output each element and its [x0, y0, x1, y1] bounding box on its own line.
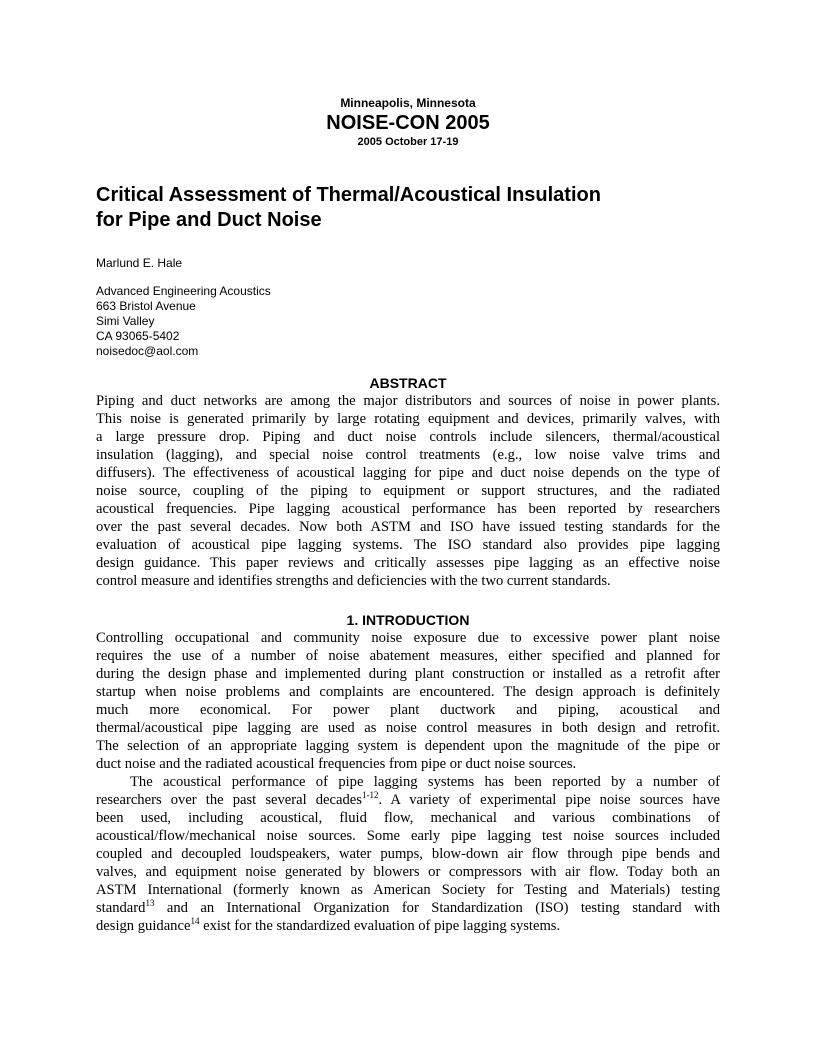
author-name: Marlund E. Hale: [96, 256, 183, 270]
intro-line: ASTM International (formerly known as American Society for Testing and Materials) testing: [96, 882, 720, 898]
intro-line: duct noise and the radiated acoustical frequencies from pipe or duct noise sources.: [96, 756, 577, 772]
paper-title-line: for Pipe and Duct Noise: [96, 209, 322, 231]
abstract-line: over the past several decades. Now both ASTM and ISO have issued testing standards for the: [96, 519, 720, 535]
intro-line: The acoustical performance of pipe lagging systems has been reported by a number of: [130, 774, 720, 790]
introduction-text: [96, 629, 720, 935]
citation-superscript: 13: [145, 898, 155, 909]
intro-text: . A variety of experimental pipe noise sources have: [378, 792, 720, 808]
intro-line: been used, including acoustical, fluid flow, mechanical and various combinations of: [96, 810, 720, 826]
affiliation-street: 663 Bristol Avenue: [96, 299, 196, 313]
intro-text: researchers over the past several decades: [96, 792, 362, 808]
abstract-line: control measure and identifies strengths and deficiencies with the two current standards.: [96, 573, 611, 589]
abstract-line: Piping and duct networks are among the major distributors and sources of noise in power plants.: [96, 393, 720, 409]
intro-line: requires the use of a number of noise abatement measures, either specified and planned for: [96, 648, 720, 664]
abstract-line: a large pressure drop. Piping and duct noise controls include silencers, thermal/acoustical: [96, 429, 720, 445]
abstract-line: insulation (lagging), and special noise control treatments (e.g., low noise valve trims and: [96, 447, 720, 463]
abstract-text: [96, 392, 720, 590]
citation-superscript: 14: [190, 916, 200, 927]
introduction-heading: 1. INTRODUCTION: [346, 612, 470, 628]
intro-line: acoustical/flow/mechanical noise sources. Some early pipe lagging test noise sources included: [96, 828, 720, 844]
intro-line: thermal/acoustical pipe lagging are used as noise control measures in both design and retrofit.: [96, 720, 720, 736]
intro-line: coupled and decoupled loudspeakers, water pumps, blow-down air flow through pipe bends and: [96, 846, 720, 862]
abstract-heading: ABSTRACT: [369, 375, 447, 391]
intro-line: valves, and equipment noise generated by blowers or compressors with air flow. Today both an: [96, 864, 720, 880]
affiliation-city: Simi Valley: [96, 314, 155, 328]
intro-text: exist for the standardized evaluation of pipe lagging systems.: [199, 918, 561, 934]
affiliation-organization: Advanced Engineering Acoustics: [96, 284, 271, 298]
intro-line: [96, 791, 720, 809]
abstract-line: noise source, coupling of the piping to equipment or support structures, and the radiated: [96, 483, 720, 499]
paper-title: [96, 183, 736, 233]
abstract-line: acoustical frequencies. Pipe lagging acoustical performance has been reported by researchers: [96, 501, 720, 517]
intro-line: during the design phase and implemented during plant construction or installed as a retrofit after: [96, 666, 720, 682]
intro-text: and an International Organization for Standardization (ISO) testing standard with: [154, 900, 720, 916]
author-affiliation: [96, 284, 271, 359]
conference-date: 2005 October 17-19: [357, 136, 459, 148]
abstract-line: This noise is generated primarily by large rotating equipment and devices, primarily valves, with: [96, 411, 720, 427]
conference-name: NOISE-CON 2005: [326, 112, 490, 134]
abstract-line: design guidance. This paper reviews and critically assesses pipe lagging as an effective noise: [96, 555, 720, 571]
citation-superscript: 1-12: [361, 790, 379, 801]
intro-line: [96, 899, 720, 917]
affiliation-email: noisedoc@aol.com: [96, 344, 199, 358]
intro-text: standard: [96, 900, 146, 916]
conference-location: Minneapolis, Minnesota: [340, 96, 476, 110]
abstract-line: evaluation of acoustical pipe lagging systems. The ISO standard also provides pipe lagging: [96, 537, 720, 553]
intro-line: Controlling occupational and community noise exposure due to excessive power plant noise: [96, 630, 720, 646]
intro-line: startup when noise problems and complaints are encountered. The design approach is definitely: [96, 684, 720, 700]
intro-line: The selection of an appropriate lagging system is dependent upon the magnitude of the pipe or: [96, 738, 720, 754]
affiliation-state-zip: CA 93065-5402: [96, 329, 180, 343]
paper-title-line: Critical Assessment of Thermal/Acoustical Insulation: [96, 184, 601, 206]
intro-text: design guidance: [96, 918, 191, 934]
intro-line: [96, 917, 720, 935]
intro-line: much more economical. For power plant ductwork and piping, acoustical and: [96, 702, 720, 718]
abstract-line: diffusers). The effectiveness of acoustical lagging for pipe and duct noise depends on the type of: [96, 465, 720, 481]
